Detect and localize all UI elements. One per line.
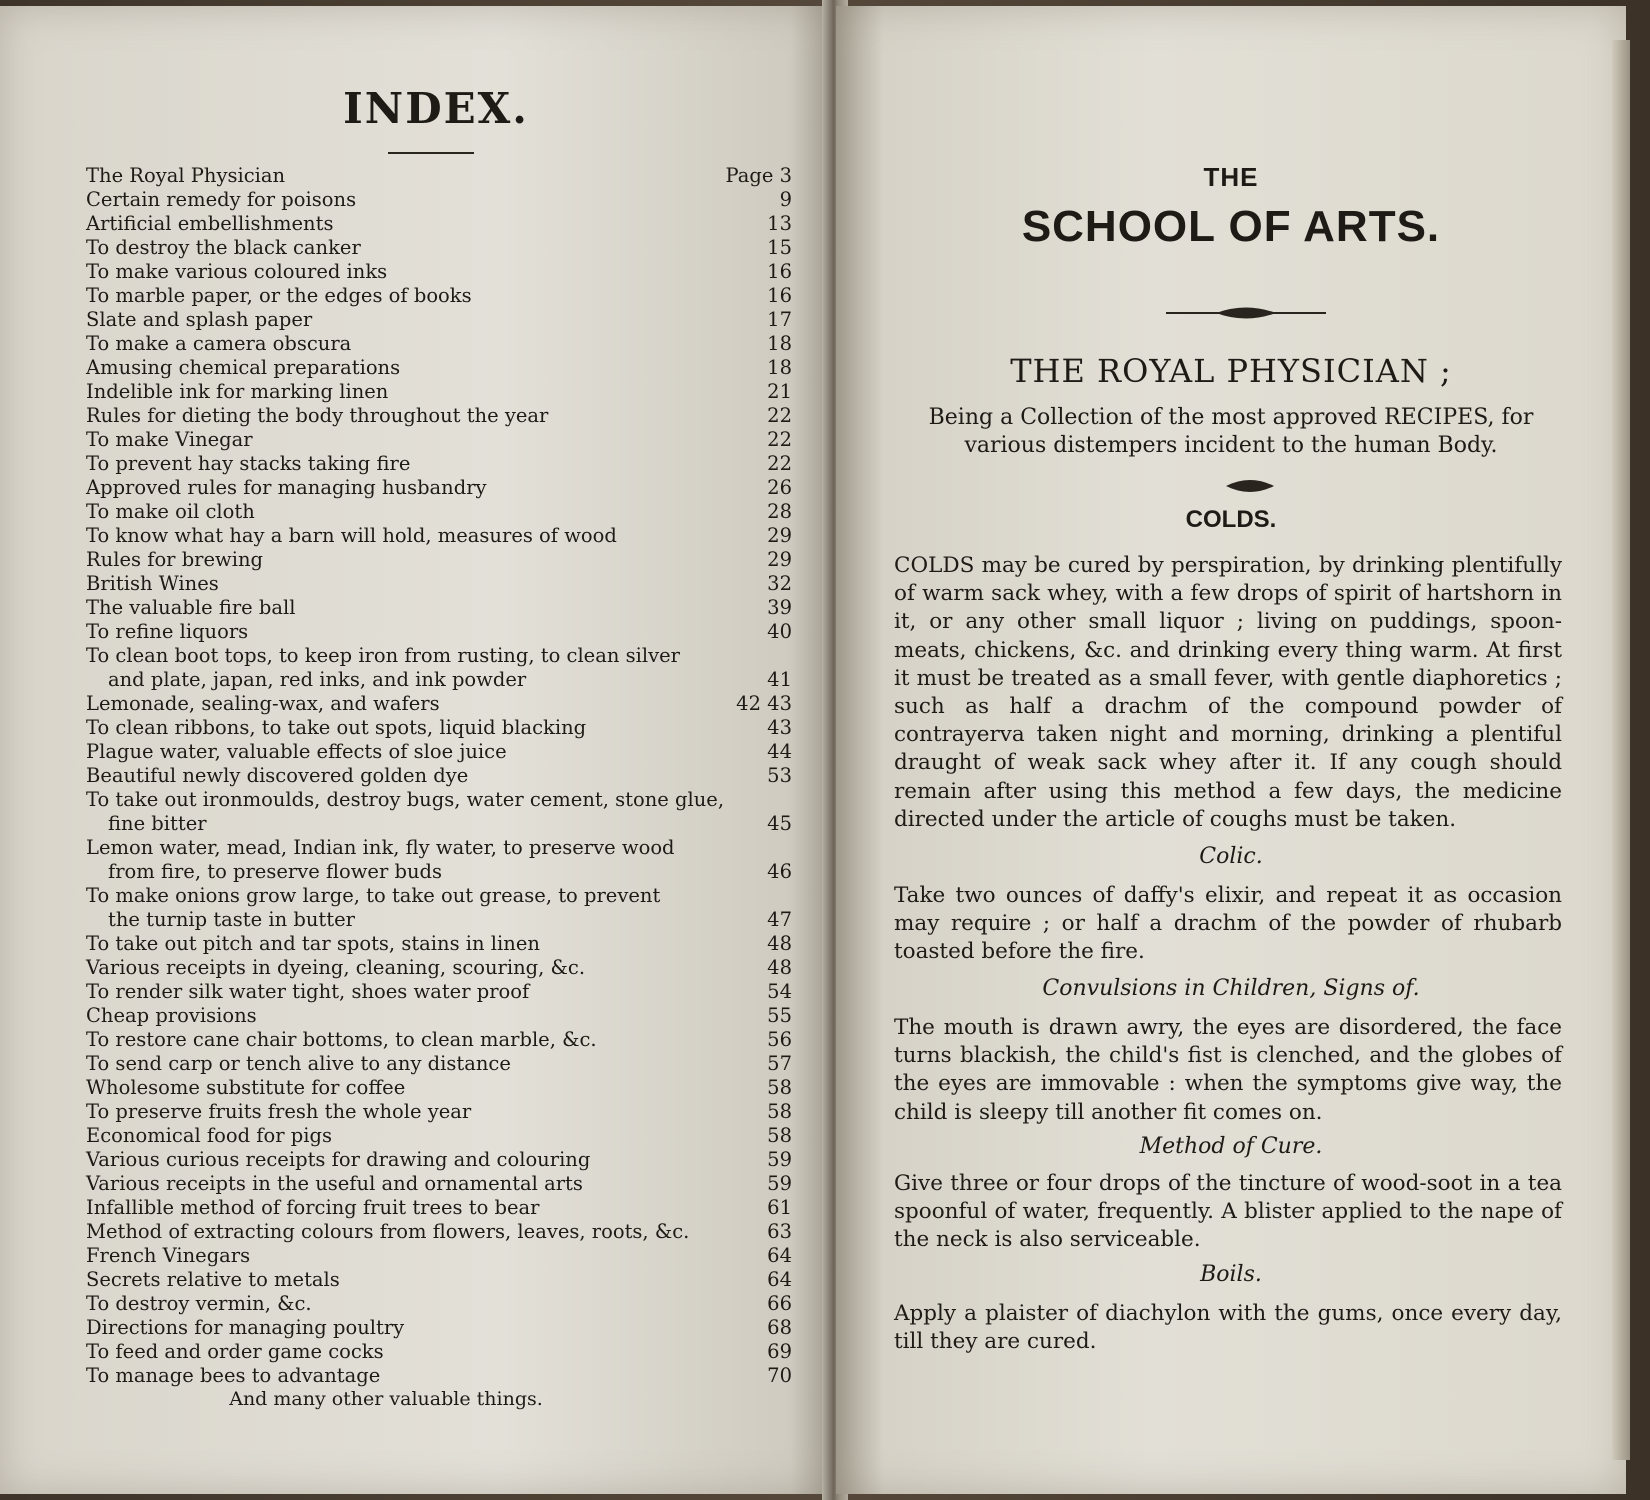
index-entry-page: 13 bbox=[767, 212, 792, 235]
index-entry bbox=[86, 500, 792, 524]
index-entry-text: To make Vinegar bbox=[86, 428, 253, 451]
index-entry-page: 16 bbox=[767, 260, 792, 283]
index-entry bbox=[86, 380, 792, 404]
index-entry-page: 21 bbox=[767, 380, 792, 403]
index-entry-text: To refine liquors bbox=[86, 620, 249, 643]
index-entry-page: 59 bbox=[767, 1172, 792, 1195]
index-entry-page: Page 3 bbox=[725, 164, 792, 187]
cure-heading: Method of Cure. bbox=[1139, 1134, 1323, 1159]
index-entry-page: 16 bbox=[767, 284, 792, 307]
content-page bbox=[836, 6, 1626, 1494]
index-entry-page: 58 bbox=[767, 1100, 792, 1123]
index-entry bbox=[86, 236, 792, 260]
index-entry bbox=[86, 884, 792, 932]
index-entry bbox=[86, 1244, 792, 1268]
index-entry bbox=[86, 836, 792, 884]
index-entry-page: 58 bbox=[767, 1076, 792, 1099]
index-entry-text: Beautiful newly discovered golden dye bbox=[86, 764, 469, 787]
index-footer: And many other valuable things. bbox=[229, 1388, 543, 1410]
index-entry-continuation: fine bitter bbox=[108, 812, 207, 835]
index-entry bbox=[86, 1196, 792, 1220]
index-entry-text: To feed and order game cocks bbox=[86, 1340, 384, 1363]
colds-heading: COLDS. bbox=[1185, 506, 1277, 533]
index-entry-page: 32 bbox=[767, 572, 792, 595]
index-entry-text: Certain remedy for poisons bbox=[86, 188, 357, 211]
ornament-divider bbox=[1166, 304, 1326, 322]
index-entry bbox=[86, 956, 792, 980]
index-entry-text: To make a camera obscura bbox=[86, 332, 352, 355]
index-entry-page: 64 bbox=[767, 1268, 792, 1291]
index-entry-continuation: from fire, to preserve flower buds bbox=[108, 860, 443, 883]
index-entry-page: 54 bbox=[767, 980, 792, 1003]
index-entry-page: 42 43 bbox=[736, 692, 792, 715]
index-entry bbox=[86, 164, 792, 188]
index-entry-continuation: and plate, japan, red inks, and ink powder bbox=[108, 668, 527, 691]
convulsions-heading: Convulsions in Children, Signs of. bbox=[1042, 976, 1420, 1001]
index-entry-text: To destroy the black canker bbox=[86, 236, 361, 259]
index-entry-text: Amusing chemical preparations bbox=[86, 356, 401, 379]
index-entry-text: To make onions grow large, to take out grease, to prevent bbox=[86, 884, 661, 907]
index-entry bbox=[86, 1268, 792, 1292]
index-entry-text: To send carp or tench alive to any distance bbox=[86, 1052, 511, 1075]
index-entry-page: 69 bbox=[767, 1340, 792, 1363]
index-entry-page: 18 bbox=[767, 356, 792, 379]
subtitle-line-1: Being a Collection of the most approved RECIPES, for bbox=[928, 405, 1534, 430]
index-entry-text: To prevent hay stacks taking fire bbox=[86, 452, 411, 475]
index-entry bbox=[86, 572, 792, 596]
index-entry bbox=[86, 1220, 792, 1244]
index-entry-text: To make various coloured inks bbox=[86, 260, 388, 283]
index-entry bbox=[86, 764, 792, 788]
index-entry bbox=[86, 212, 792, 236]
index-entry-page: 70 bbox=[767, 1364, 792, 1387]
index-entry-text: Approved rules for managing husbandry bbox=[86, 476, 487, 499]
the-heading: THE bbox=[1203, 162, 1259, 192]
index-entry-text: French Vinegars bbox=[86, 1244, 251, 1267]
index-entry-text: Rules for dieting the body throughout the year bbox=[86, 404, 549, 427]
index-entry-text: Rules for brewing bbox=[86, 548, 264, 571]
index-entry-page: 9 bbox=[779, 188, 792, 211]
index-entry-text: Secrets relative to metals bbox=[86, 1268, 340, 1291]
index-entry bbox=[86, 524, 792, 548]
index-entry bbox=[86, 716, 792, 740]
index-entry bbox=[86, 1100, 792, 1124]
index-entry-page: 18 bbox=[767, 332, 792, 355]
index-entry bbox=[86, 1292, 792, 1316]
index-entry-text: Wholesome substitute for coffee bbox=[86, 1076, 406, 1099]
section-title: THE ROYAL PHYSICIAN ; bbox=[1010, 352, 1452, 390]
index-entry-text: To know what hay a barn will hold, measures of wood bbox=[86, 524, 617, 547]
index-entry-page: 26 bbox=[767, 476, 792, 499]
index-entry bbox=[86, 332, 792, 356]
index-entry-page: 43 bbox=[767, 716, 792, 739]
book-title: SCHOOL OF ARTS. bbox=[1021, 202, 1441, 251]
index-entry-text: Method of extracting colours from flowers, leaves, roots, &c. bbox=[86, 1220, 690, 1243]
index-entry bbox=[86, 1364, 792, 1388]
index-entry-text: To make oil cloth bbox=[86, 500, 255, 523]
index-entry bbox=[86, 596, 792, 620]
index-entry-page: 66 bbox=[767, 1292, 792, 1315]
index-entry bbox=[86, 1172, 792, 1196]
subtitle-line-2: various distempers incident to the human Body. bbox=[964, 433, 1498, 458]
index-entry-page: 22 bbox=[767, 404, 792, 427]
index-entry bbox=[86, 452, 792, 476]
index-entry bbox=[86, 548, 792, 572]
index-entry-text: To preserve fruits fresh the whole year bbox=[86, 1100, 472, 1123]
index-entry bbox=[86, 1028, 792, 1052]
index-entry-page: 45 bbox=[767, 812, 792, 835]
index-entry-text: Artificial embellishments bbox=[86, 212, 334, 235]
index-entry-page: 22 bbox=[767, 428, 792, 451]
index-page bbox=[0, 6, 832, 1494]
index-entry-text: To clean boot tops, to keep iron from rusting, to clean silver bbox=[86, 644, 680, 667]
index-entry-text: Economical food for pigs bbox=[86, 1124, 332, 1147]
index-entry-text: Slate and splash paper bbox=[86, 308, 313, 331]
index-entry-text: Lemon water, mead, Indian ink, fly water, to preserve wood bbox=[86, 836, 675, 859]
boils-heading: Boils. bbox=[1200, 1262, 1262, 1287]
index-entry bbox=[86, 188, 792, 212]
cure-text: Give three or four drops of the tincture of wood-soot in a tea spoonful of water, frequently. A blister applied to the nape of the neck is also serviceable. bbox=[894, 1171, 1562, 1253]
index-entry bbox=[86, 356, 792, 380]
index-entry bbox=[86, 1148, 792, 1172]
index-entry-page: 55 bbox=[767, 1004, 792, 1027]
index-entry-page: 48 bbox=[767, 932, 792, 955]
index-entry bbox=[86, 788, 792, 836]
index-entry-page: 47 bbox=[767, 908, 792, 931]
index-entry-text: To clean ribbons, to take out spots, liquid blacking bbox=[86, 716, 587, 739]
index-entry bbox=[86, 1124, 792, 1148]
index-entry-page: 39 bbox=[767, 596, 792, 619]
index-entry-page: 68 bbox=[767, 1316, 792, 1339]
index-entry-page: 48 bbox=[767, 956, 792, 979]
index-entry bbox=[86, 260, 792, 284]
index-entry-page: 63 bbox=[767, 1220, 792, 1243]
index-entry bbox=[86, 932, 792, 956]
index-entry-page: 15 bbox=[767, 236, 792, 259]
index-entry-page: 57 bbox=[767, 1052, 792, 1075]
colic-text: Take two ounces of daffy's elixir, and repeat it as occasion may require ; or half a drachm of the powder of rhubarb toasted before the fire. bbox=[894, 883, 1562, 965]
index-entry-text: The valuable fire ball bbox=[86, 596, 296, 619]
index-entry bbox=[86, 644, 792, 692]
index-entry-text: Cheap provisions bbox=[86, 1004, 257, 1027]
index-entry-text: British Wines bbox=[86, 572, 219, 595]
index-entry-page: 56 bbox=[767, 1028, 792, 1051]
index-entry-page: 58 bbox=[767, 1124, 792, 1147]
index-entry-text: Lemonade, sealing-wax, and wafers bbox=[86, 692, 440, 715]
index-entry-text: To restore cane chair bottoms, to clean marble, &c. bbox=[86, 1028, 597, 1051]
index-entry-page: 29 bbox=[767, 524, 792, 547]
index-entry bbox=[86, 284, 792, 308]
index-entry-continuation: the turnip taste in butter bbox=[108, 908, 355, 931]
index-entry-page: 29 bbox=[767, 548, 792, 571]
page-edges bbox=[1612, 40, 1630, 1460]
index-entry-text: To take out pitch and tar spots, stains in linen bbox=[86, 932, 540, 955]
index-entry-text: The Royal Physician bbox=[86, 164, 286, 187]
index-entry-page: 64 bbox=[767, 1244, 792, 1267]
colds-text: COLDS may be cured by perspiration, by drinking plentifully of warm sack whey, with a few drops of spirit of hartshorn in it, or any other small liquor ; living on puddings, spoon-meats, chickens, &c. and drinking every thing warm. At first it must be treated as a small fever, with gentle diaphoretics ; such as half a drachm of the compound powder of contrayerva taken night and morning, drinking a plentiful draught of weak sack whey after it. If any cough should remain after using this method a few days, the medicine directed under the article of coughs must be taken. bbox=[894, 553, 1562, 832]
index-entry-text: Infallible method of forcing fruit trees to bear bbox=[86, 1196, 540, 1219]
colic-heading: Colic. bbox=[1199, 844, 1263, 869]
boils-text: Apply a plaister of diachylon with the gums, once every day, till they are cured. bbox=[894, 1301, 1562, 1355]
index-list bbox=[86, 164, 792, 1388]
index-entry-page: 44 bbox=[767, 740, 792, 763]
ornament-small bbox=[1226, 476, 1274, 496]
index-entry bbox=[86, 476, 792, 500]
subtitle bbox=[836, 404, 1626, 460]
index-entry-page: 46 bbox=[767, 860, 792, 883]
index-entry-text: Directions for managing poultry bbox=[86, 1316, 405, 1339]
index-entry-page: 40 bbox=[767, 620, 792, 643]
index-entry-text: To marble paper, or the edges of books bbox=[86, 284, 472, 307]
index-entry-page: 59 bbox=[767, 1148, 792, 1171]
index-entry-page: 22 bbox=[767, 452, 792, 475]
index-entry bbox=[86, 692, 792, 716]
index-entry bbox=[86, 740, 792, 764]
convulsions-text: The mouth is drawn awry, the eyes are disordered, the face turns blackish, the child's fist is clenched, and the globes of the eyes are immovable : when the symptoms give way, the child is sleepy till another fit comes on. bbox=[894, 1015, 1562, 1125]
index-entry-text: To destroy vermin, &c. bbox=[86, 1292, 312, 1315]
index-entry bbox=[86, 1340, 792, 1364]
index-entry bbox=[86, 1004, 792, 1028]
title-rule bbox=[388, 152, 474, 154]
index-entry-text: To render silk water tight, shoes water proof bbox=[86, 980, 530, 1003]
index-entry bbox=[86, 980, 792, 1004]
index-title: INDEX. bbox=[343, 84, 529, 133]
index-entry-text: To take out ironmoulds, destroy bugs, water cement, stone glue, bbox=[86, 788, 725, 811]
index-entry bbox=[86, 1316, 792, 1340]
index-entry-text: To manage bees to advantage bbox=[86, 1364, 381, 1387]
index-entry-text: Various receipts in dyeing, cleaning, scouring, &c. bbox=[86, 956, 586, 979]
index-entry bbox=[86, 404, 792, 428]
index-entry bbox=[86, 428, 792, 452]
index-entry-text: Various receipts in the useful and ornamental arts bbox=[86, 1172, 583, 1195]
index-entry bbox=[86, 1076, 792, 1100]
index-entry-page: 17 bbox=[767, 308, 792, 331]
index-entry bbox=[86, 308, 792, 332]
index-entry-page: 61 bbox=[767, 1196, 792, 1219]
index-entry-page: 53 bbox=[767, 764, 792, 787]
index-entry-text: Indelible ink for marking linen bbox=[86, 380, 389, 403]
index-entry bbox=[86, 620, 792, 644]
index-entry-page: 28 bbox=[767, 500, 792, 523]
index-entry-page: 41 bbox=[767, 668, 792, 691]
index-entry bbox=[86, 1052, 792, 1076]
index-entry-text: Plague water, valuable effects of sloe juice bbox=[86, 740, 507, 763]
index-entry-text: Various curious receipts for drawing and colouring bbox=[86, 1148, 591, 1171]
